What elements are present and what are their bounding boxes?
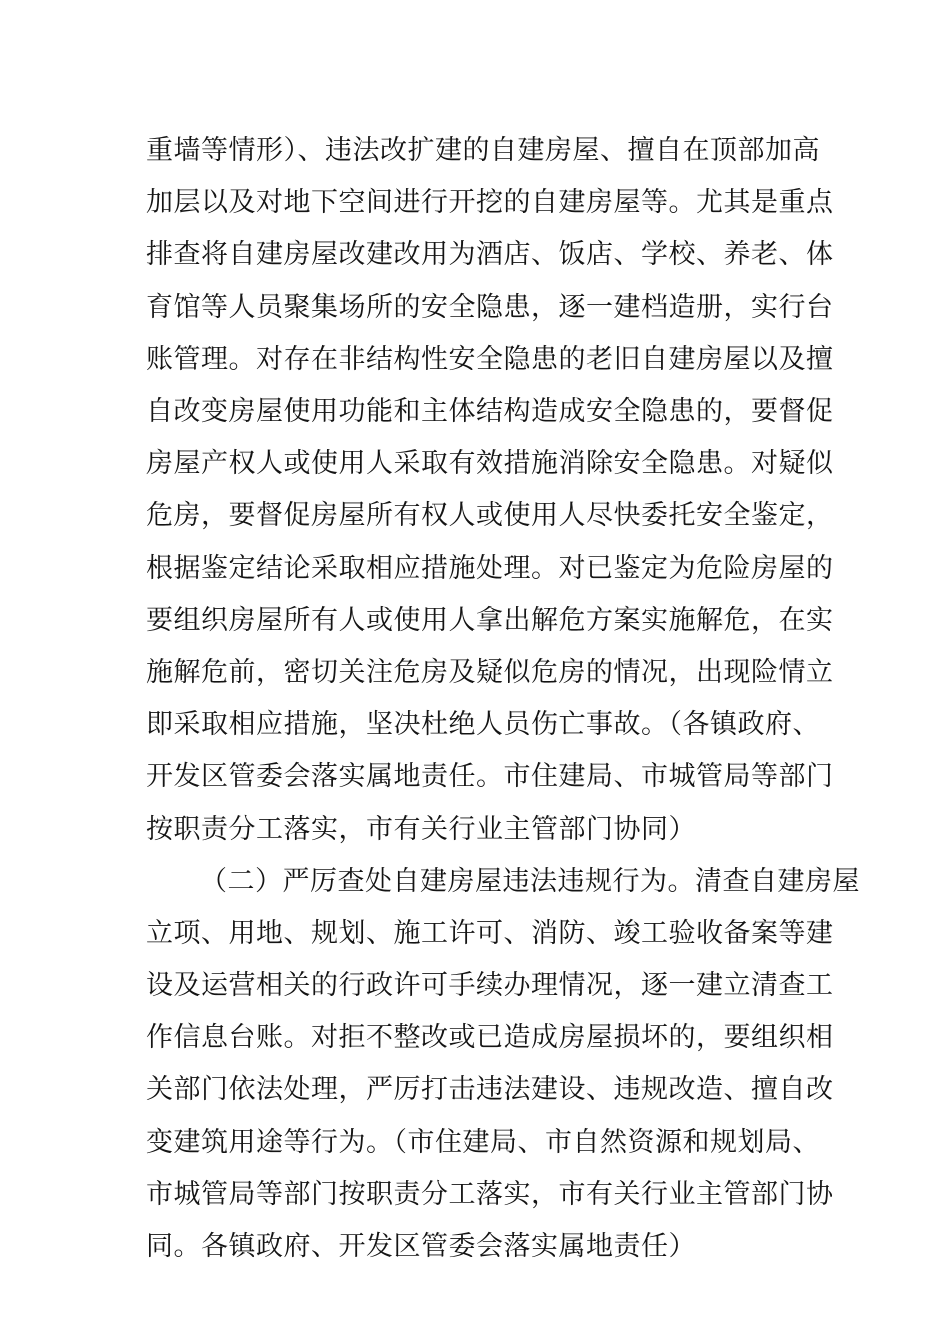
paragraph-2-line-1: （二）严厉查处自建房屋违法违规行为。清查自建房屋 xyxy=(200,866,860,897)
paragraph-2-line-7: 市城管局等部门按职责分工落实，市有关行业主管部门协 xyxy=(146,1179,834,1210)
paragraph-2-line-2: 立项、用地、规划、施工许可、消防、竣工验收备案等建 xyxy=(146,918,834,949)
paragraph-1-line-11: 施解危前，密切关注危房及疑似危房的情况，出现险情立 xyxy=(146,657,834,688)
paragraph-1-line-5: 账管理。对存在非结构性安全隐患的老旧自建房屋以及擅 xyxy=(146,344,834,375)
paragraph-1-line-2: 加层以及对地下空间进行开挖的自建房屋等。尤其是重点 xyxy=(146,187,834,218)
paragraph-1-line-10: 要组织房屋所有人或使用人拿出解危方案实施解危，在实 xyxy=(146,605,834,636)
paragraph-2-line-4: 作信息台账。对拒不整改或已造成房屋损坏的，要组织相 xyxy=(146,1022,834,1053)
paragraph-1-line-1: 重墙等情形）、违法改扩建的自建房屋、擅自在顶部加高 xyxy=(146,135,820,166)
paragraph-2-line-8: 同。各镇政府、开发区管委会落实属地责任） xyxy=(146,1231,696,1262)
paragraph-2-line-3: 设及运营相关的行政许可手续办理情况，逐一建立清查工 xyxy=(146,970,834,1001)
paragraph-1-line-13: 开发区管委会落实属地责任。市住建局、市城管局等部门 xyxy=(146,761,834,792)
paragraph-1-line-3: 排查将自建房屋改建改用为酒店、饭店、学校、养老、体 xyxy=(146,239,834,270)
paragraph-1-line-6: 自改变房屋使用功能和主体结构造成安全隐患的，要督促 xyxy=(146,396,834,427)
paragraph-2-line-6: 变建筑用途等行为。（市住建局、市自然资源和规划局、 xyxy=(146,1127,820,1158)
paragraph-1-line-8: 危房，要督促房屋所有权人或使用人尽快委托安全鉴定， xyxy=(146,500,834,531)
paragraph-1-line-4: 育馆等人员聚集场所的安全隐患，逐一建档造册，实行台 xyxy=(146,292,834,323)
paragraph-2-line-5: 关部门依法处理，严厉打击违法建设、违规改造、擅自改 xyxy=(146,1074,834,1105)
paragraph-1-line-9: 根据鉴定结论采取相应措施处理。对已鉴定为危险房屋的 xyxy=(146,553,834,584)
paragraph-1-line-12: 即采取相应措施，坚决杜绝人员伤亡事故。（各镇政府、 xyxy=(146,709,820,740)
paragraph-1-line-14: 按职责分工落实，市有关行业主管部门协同） xyxy=(146,814,696,845)
paragraph-1-line-7: 房屋产权人或使用人采取有效措施消除安全隐患。对疑似 xyxy=(146,448,834,479)
